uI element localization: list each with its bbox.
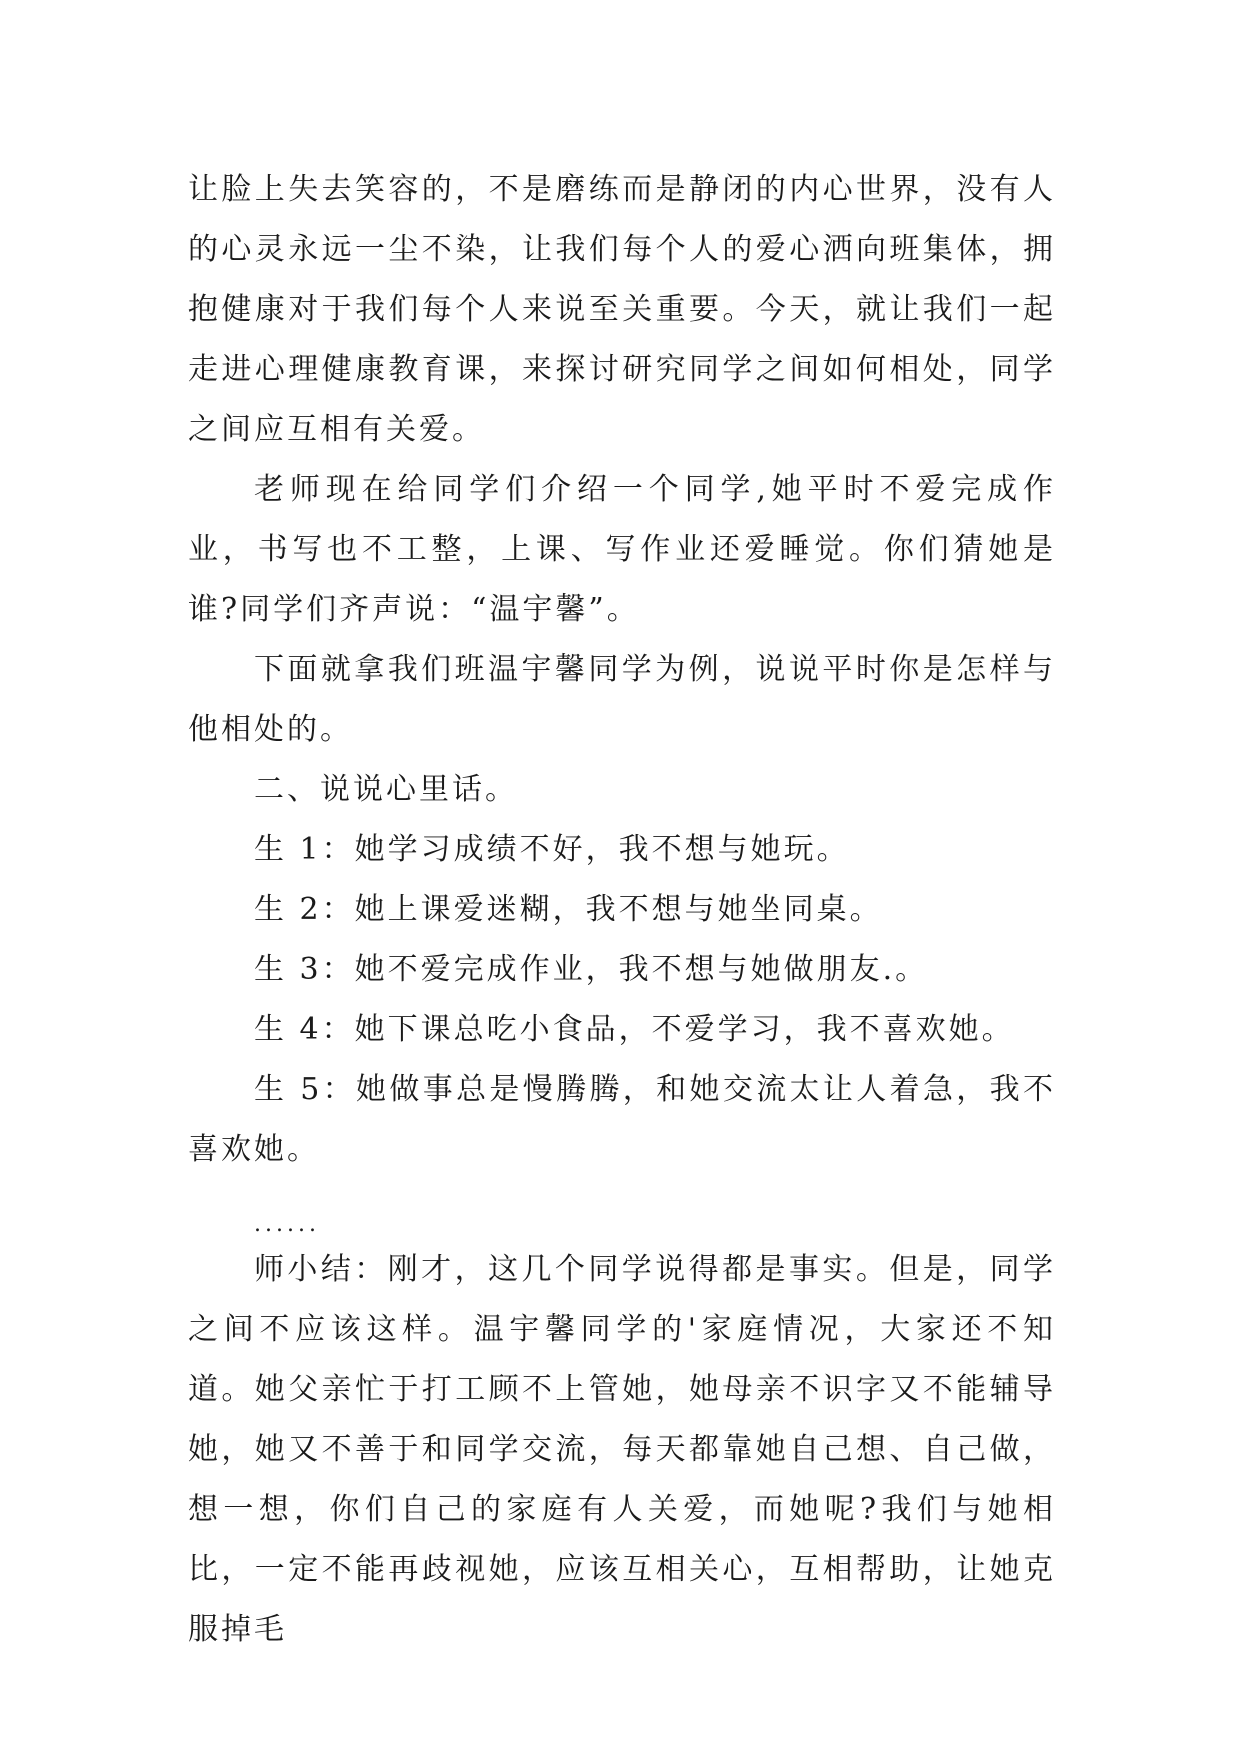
student-4-statement: 生 4：她下课总吃小食品，不爱学习，我不喜欢她。 (254, 1012, 1015, 1047)
student-2-statement: 生 2：她上课爱迷糊，我不想与她坐同桌。 (254, 892, 883, 927)
teacher-introduction-paragraph: 老师现在给同学们介绍一个同学,她平时不爱完成作业，书写也不工整，上课、写作业还爱睡觉。你们猜她是谁?同学们齐声说：“温宇馨”。 (188, 472, 1056, 627)
teacher-summary-paragraph: 师小结：刚才，这几个同学说得都是事实。但是，同学之间不应该这样。温宇馨同学的'家庭情况，大家还不知道。她父亲忙于打工顾不上管她，她母亲不识字又不能辅导她，她又不善于和同学交流，每天都靠她自己想、自己做，想一想，你们自己的家庭有人关爱，而她呢?我们与她相比，一定不能再歧视她，应该互相关心，互相帮助，让她克服掉毛 (188, 1252, 1056, 1647)
ellipsis: ...... (254, 1212, 320, 1237)
student-5-statement: 生 5：她做事总是慢腾腾，和她交流太让人着急，我不喜欢她。 (188, 1072, 1056, 1167)
section-heading: 二、说说心里话。 (254, 772, 518, 807)
document-body (188, 160, 1056, 1660)
student-1-statement: 生 1：她学习成绩不好，我不想与她玩。 (254, 832, 850, 867)
student-3-statement: 生 3：她不爱完成作业，我不想与她做朋友.。 (254, 952, 929, 987)
intro-paragraph: 让脸上失去笑容的，不是磨练而是静闭的内心世界，没有人的心灵永远一尘不染，让我们每个人的爱心洒向班集体，拥抱健康对于我们每个人来说至关重要。今天，就让我们一起走进心理健康教育课，来探讨研究同学之间如何相处，同学之间应互相有关爱。 (188, 172, 1056, 447)
example-paragraph: 下面就拿我们班温宇馨同学为例，说说平时你是怎样与他相处的。 (188, 652, 1056, 747)
